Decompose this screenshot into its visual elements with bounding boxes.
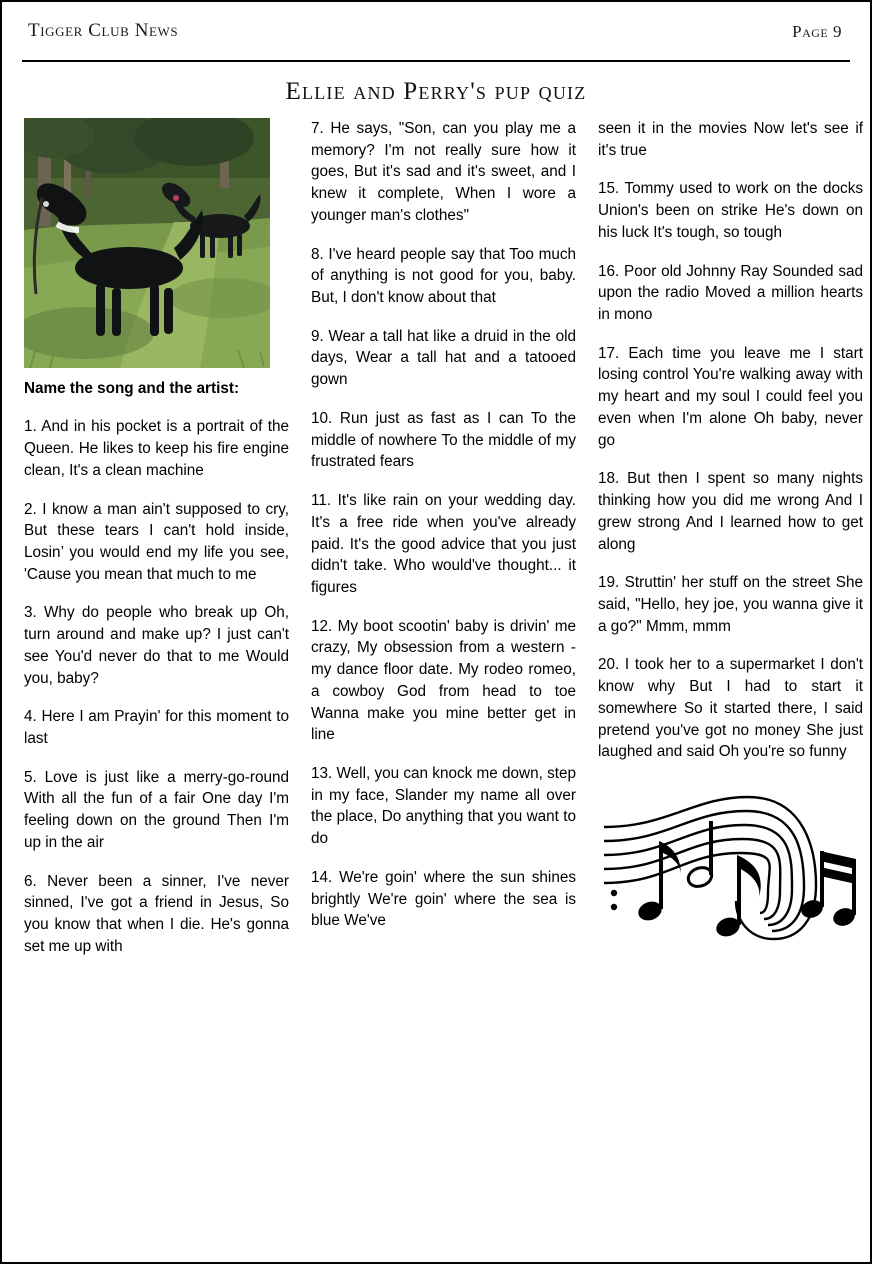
quiz-item: 1. And in his pocket is a portrait of the Queen. He likes to keep his fire engine clean, It's a clean machine	[24, 418, 289, 479]
quiz-item: 8. I've heard people say that Too much of anything is not good for you, baby. But, I don't know about that	[311, 245, 576, 307]
quiz-item: 5. Love is just like a merry-go-round With all the fun of a fair One day I'm feeling down on the ground Then I'm up in the air	[24, 768, 289, 851]
quiz-item: 6. Never been a sinner, I've never sinned, I've got a friend in Jesus, So you know that when I die. He's gonna set me up with	[24, 872, 289, 955]
quiz-item: 9. Wear a tall hat like a druid in the old days, Wear a tall hat and a tatooed gown	[311, 327, 576, 389]
quiz-item: 12. My boot scootin' baby is drivin' me crazy, My obsession from a western - my dance floor date. My rodeo romeo, a cowboy God from head to toe Wanna make you mine better get in line	[311, 617, 576, 744]
quiz-item: 20. I took her to a supermarket I don't know why But I had to start it somewhere So it started there, I said pretend you've got no money She just laughed and said Oh you're so funny	[598, 656, 863, 761]
quiz-item: 2. I know a man ain't supposed to cry, But these tears I can't hold inside, Losin’ you would end my life you see, 'Cause you mean that much to me	[24, 500, 289, 583]
page-inner	[20, 12, 863, 1252]
quiz-item: 15. Tommy used to work on the docks Union's been on strike He's down on his luck It's tough, so tough	[598, 180, 863, 241]
quiz-item: 3. Why do people who break up Oh, turn around and make up? I just can't see You'd never do that to me Would you, baby?	[24, 604, 289, 687]
quiz-item: 13. Well, you can knock me down, step in my face, Slander my name all over the place, Do anything that you want to do	[311, 764, 576, 848]
quiz-instruction: Name the song and the artist:	[24, 380, 240, 397]
header-divider	[22, 60, 850, 62]
quiz-item: 10. Run just as fast as I can To the middle of nowhere To the middle of my frustrated fears	[311, 409, 576, 471]
quiz-item: 18. But then I spent so many nights thinking how you did me wrong And I grew strong And I learned how to get along	[598, 470, 863, 553]
quiz-item: 17. Each time you leave me I start losing control You're walking away with my heart and my soul I could feel you even when I'm alone Oh baby, never go	[598, 344, 863, 449]
quiz-item: 7. He says, "Son, can you play me a memory? I'm not really sure how it goes, But it's sad and it's sweet, and I knew it complete, When I wore a younger man's clothes"	[311, 120, 576, 224]
publication-title: Tigger Club News	[28, 20, 179, 41]
article-columns	[20, 118, 863, 958]
greyhounds-photo	[24, 118, 270, 368]
quiz-item: 11. It's like rain on your wedding day. It's a free ride when you've already paid. It's the good advice that you just didn't take. Who would've thought... it figures	[311, 492, 576, 596]
quiz-item: 4. Here I am Prayin' for this moment to last	[24, 708, 289, 748]
music-staff-notes-icon	[598, 789, 863, 954]
column-two	[311, 118, 576, 958]
column-three	[598, 118, 863, 958]
quiz-item-continuation: seen it in the movies Now let's see if it's true	[598, 120, 863, 159]
quiz-item: 19. Struttin' her stuff on the street She said, "Hello, hey joe, you wanna give it a go?" Mmm, mmm	[598, 574, 863, 635]
column-one	[24, 118, 289, 958]
page-number: Page 9	[792, 22, 842, 41]
quiz-item: 16. Poor old Johnny Ray Sounded sad upon the radio Moved a million hearts in mono	[598, 262, 863, 324]
article-title: Ellie and Perry's pup quiz	[285, 78, 587, 105]
quiz-item: 14. We're goin' where the sun shines brightly We're goin' where the sea is blue We've	[311, 868, 576, 930]
page-header	[20, 12, 852, 54]
